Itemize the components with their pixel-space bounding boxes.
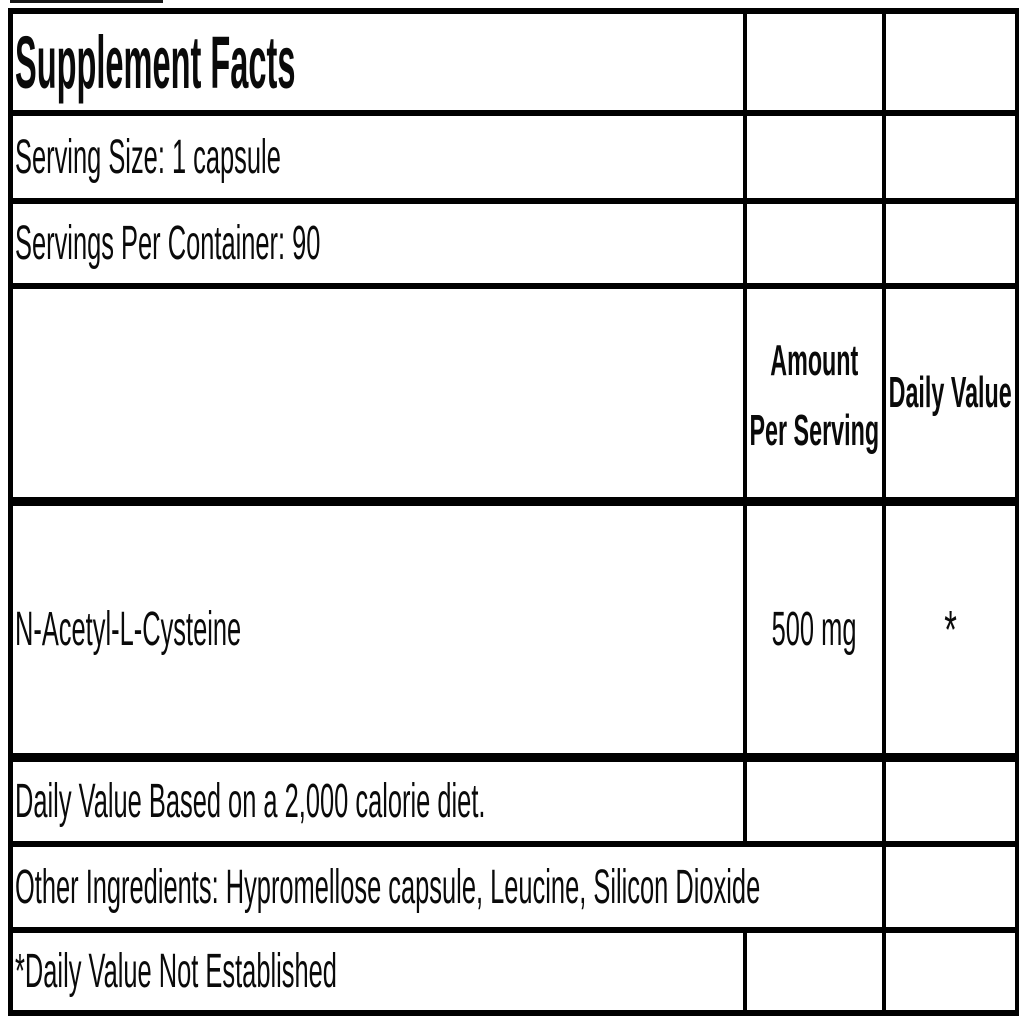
empty-cell xyxy=(747,116,886,204)
serving-size-cell xyxy=(13,116,747,204)
amount-per-serving-header-cell xyxy=(747,289,886,506)
calorie-diet-footnote: Daily Value Based on a 2,000 calorie diet. xyxy=(15,775,486,828)
empty-cell xyxy=(886,933,1015,1010)
amount-per-serving-header xyxy=(750,326,880,467)
not-established-footnote-cell xyxy=(13,933,747,1010)
title-cell xyxy=(13,14,747,116)
serving-size-text: Serving Size: 1 capsule xyxy=(15,130,281,184)
empty-cell xyxy=(886,847,1015,933)
empty-cell xyxy=(886,762,1015,847)
empty-cell xyxy=(747,933,886,1010)
empty-cell xyxy=(886,14,1015,116)
empty-cell xyxy=(747,762,886,847)
ingredient-amount-cell xyxy=(747,506,886,762)
empty-cell xyxy=(886,204,1015,289)
empty-cell xyxy=(886,116,1015,204)
ingredient-amount: 500 mg xyxy=(772,603,857,656)
panel-title: Supplement Facts xyxy=(15,20,296,104)
ingredient-daily-value-cell xyxy=(886,506,1015,762)
scan-artifact-line xyxy=(10,0,163,3)
empty-cell xyxy=(13,289,747,506)
ingredient-name: N-Acetyl-L-Cysteine xyxy=(15,603,242,656)
ingredient-name-cell xyxy=(13,506,747,762)
not-established-footnote: *Daily Value Not Established xyxy=(15,945,337,998)
daily-value-header: Daily Value xyxy=(888,367,1013,417)
ingredient-daily-value-asterisk: * xyxy=(944,599,957,660)
servings-per-container-text: Servings Per Container: 90 xyxy=(15,217,321,270)
other-ingredients-text: Other Ingredients: Hypromellose capsule, Leucine, Silicon Dioxide xyxy=(15,860,761,914)
empty-cell xyxy=(747,204,886,289)
daily-value-header-cell xyxy=(886,289,1015,506)
amount-header-line2: Per Serving xyxy=(749,406,880,455)
other-ingredients-cell xyxy=(13,847,886,933)
calorie-diet-footnote-cell xyxy=(13,762,747,847)
empty-cell xyxy=(747,14,886,116)
supplement-facts-table xyxy=(8,8,1019,1016)
amount-header-line1: Amount xyxy=(770,335,859,385)
servings-per-container-cell xyxy=(13,204,747,289)
